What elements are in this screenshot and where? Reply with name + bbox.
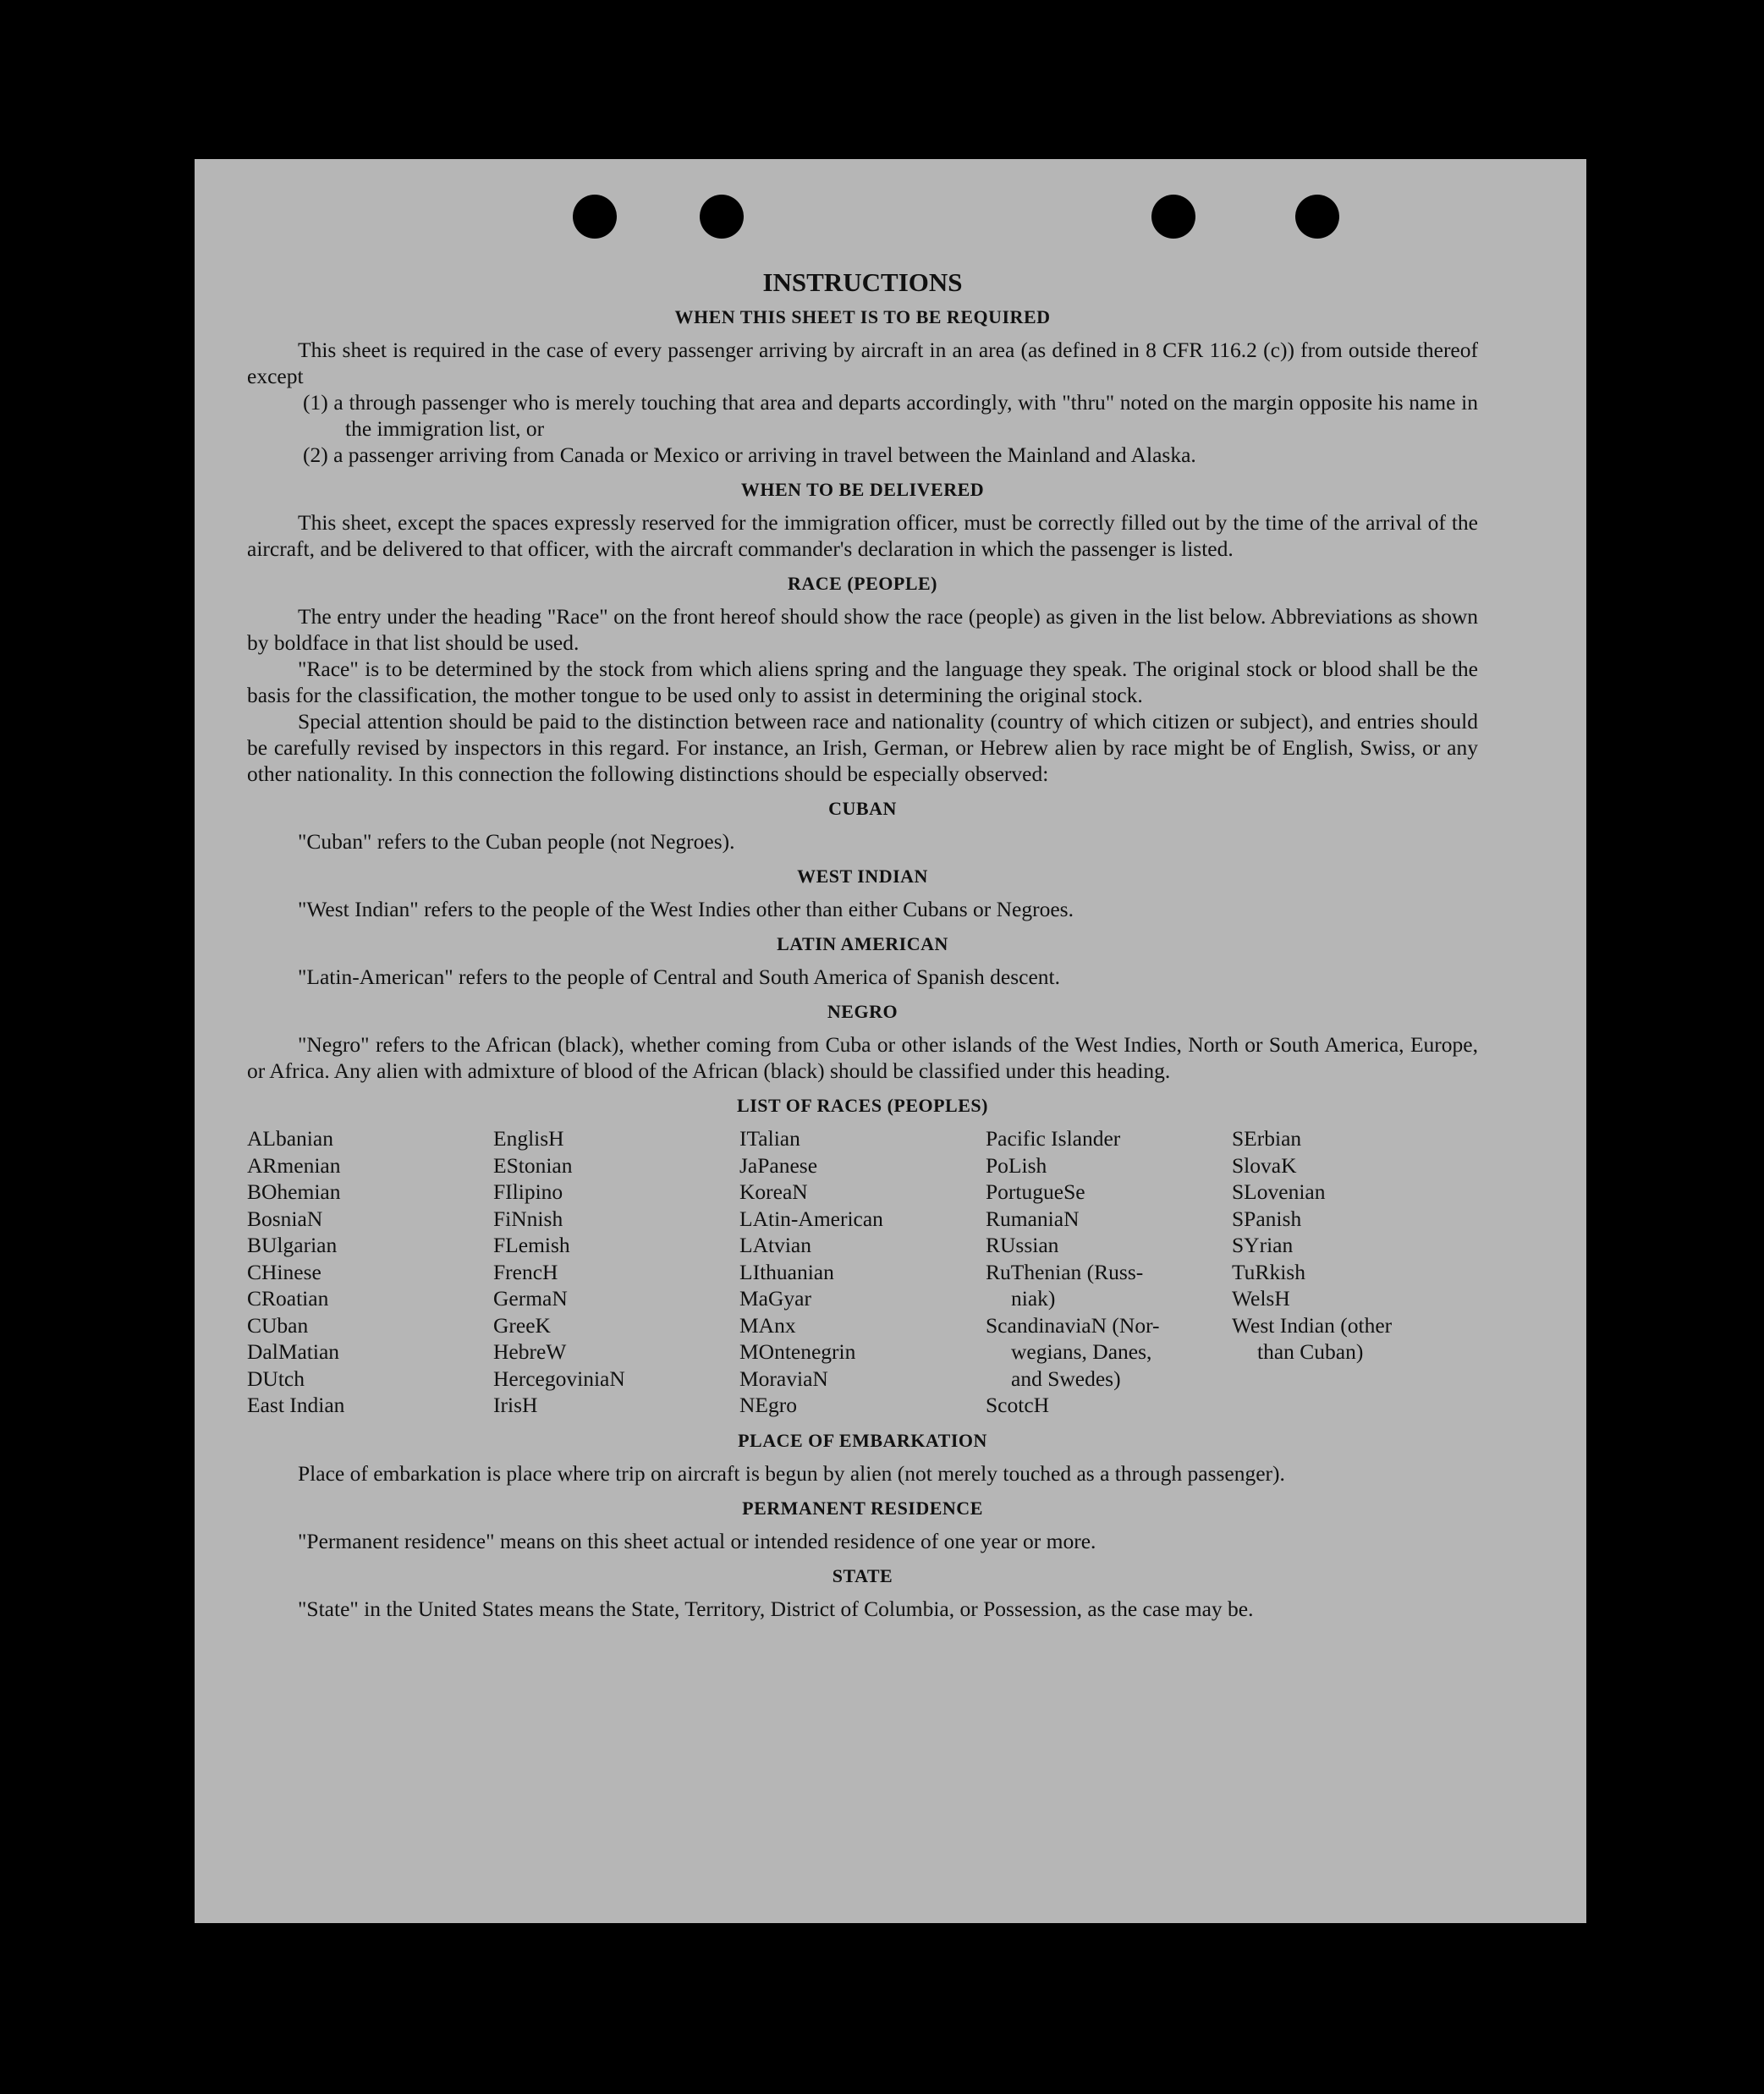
race-item: PortugueSe [986, 1179, 1085, 1204]
race-item: KoreaN [739, 1179, 808, 1204]
race-item: LAtin-American [739, 1206, 883, 1231]
heading-cuban: CUBAN [828, 798, 897, 819]
heading-west-indian: WEST INDIAN [797, 866, 928, 887]
heading-list-of-races: LIST OF RACES (PEOPLES) [737, 1095, 988, 1116]
race-item: SPanish [1232, 1206, 1302, 1231]
heading-residence: PERMANENT RESIDENCE [742, 1497, 983, 1519]
races-column [986, 1125, 1232, 1419]
paragraph: "State" in the United States means the State, Territory, District of Columbia, or Possession, as the case may be. [298, 1596, 1254, 1621]
race-item: FLemish [493, 1233, 570, 1257]
race-item: RumaniaN [986, 1206, 1080, 1231]
race-item: MOntenegrin [739, 1339, 856, 1364]
race-item: SLovenian [1232, 1179, 1326, 1204]
race-item: NEgro [739, 1393, 797, 1417]
race-item: SErbian [1232, 1126, 1302, 1151]
punch-hole [573, 195, 617, 239]
heading-negro: NEGRO [827, 1001, 898, 1022]
race-item: GreeK [493, 1312, 551, 1338]
list-item: (1) a through passenger who is merely touching that area and departs accordingly, with "thru" noted on the margin opposite his name in the immigration list, or [303, 390, 1478, 441]
race-item: FIlipino [493, 1179, 563, 1204]
race-item: FrencH [493, 1259, 558, 1284]
race-item: BUlgarian [247, 1233, 338, 1257]
race-item: LAtvian [739, 1233, 811, 1257]
race-item: MaGyar [739, 1286, 811, 1311]
race-item: MAnx [739, 1312, 796, 1338]
heading-latin-american: LATIN AMERICAN [777, 933, 948, 954]
heading-embarkation: PLACE OF EMBARKATION [738, 1429, 987, 1451]
races-column [739, 1125, 986, 1419]
list-item: (2) a passenger arriving from Canada or Mexico or arriving in travel between the Mainland and Alaska. [303, 442, 1196, 467]
paragraph: Special attention should be paid to the distinction between race and nationality (country of which citizen or subject), and entries should be carefully revised by inspectors in this regard. For instance, an Irish, German, or Hebrew alien by race might be of English, Swiss, or any other nationality. In this connection the following distinctions should be especially observed: [247, 709, 1478, 786]
race-item: BosniaN [247, 1206, 323, 1231]
race-item: IrisH [493, 1393, 538, 1417]
heading-required: WHEN THIS SHEET IS TO BE REQUIRED [674, 306, 1051, 327]
race-item: BOhemian [247, 1179, 341, 1204]
paragraph: "West Indian" refers to the people of the West Indies other than either Cubans or Negroes. [298, 897, 1074, 921]
paragraph: "Negro" refers to the African (black), whether coming from Cuba or other islands of the West Indies, North or South America, Europe, or Africa. Any alien with admixture of blood of the African (black) should be classified under this heading. [247, 1032, 1478, 1083]
race-item: CHinese [247, 1259, 321, 1284]
heading-race: RACE (PEOPLE) [788, 573, 937, 594]
race-item: RuThenian (Russ- [986, 1259, 1144, 1284]
paragraph: This sheet is required in the case of every passenger arriving by aircraft in an area (as defined in 8 CFR 116.2 (c)) from outside thereof except [247, 338, 1478, 388]
race-item: WelsH [1232, 1286, 1290, 1311]
race-item: GermaN [493, 1286, 568, 1311]
race-item: ScandinaviaN (Nor- [986, 1312, 1160, 1338]
race-item: DalMatian [247, 1339, 340, 1364]
paragraph: This sheet, except the spaces expressly reserved for the immigration officer, must be correctly filled out by the time of the arrival of the aircraft, and be delivered to that officer, with the aircraft commander's declaration in which the passenger is listed. [247, 510, 1478, 561]
paragraph: "Latin-American" refers to the people of Central and South America of Spanish descent. [298, 965, 1060, 989]
race-item: SYrian [1232, 1233, 1294, 1257]
race-item: wegians, Danes, [1011, 1339, 1152, 1364]
paragraph: "Race" is to be determined by the stock from which aliens spring and the language they speak. The original stock or blood shall be the basis for the classification, the mother tongue to be used only to assist in determining the original stock. [247, 657, 1478, 707]
punch-hole [1295, 195, 1339, 239]
races-column [1232, 1125, 1478, 1419]
race-item: MoraviaN [739, 1366, 828, 1391]
document-sheet [195, 159, 1586, 1923]
race-item: EStonian [493, 1152, 573, 1178]
race-item: ALbanian [247, 1126, 333, 1151]
races-table [247, 1125, 1478, 1419]
race-item: CUban [247, 1312, 309, 1338]
race-item: and Swedes) [1011, 1366, 1121, 1391]
race-item: niak) [1011, 1286, 1056, 1311]
race-item: LIthuanian [739, 1259, 834, 1284]
race-item: PoLish [986, 1152, 1047, 1178]
paragraph: The entry under the heading "Race" on the front hereof should show the race (people) as given in the list below. Abbreviations as shown by boldface in that list should be used. [247, 604, 1478, 655]
race-item: CRoatian [247, 1286, 329, 1311]
punch-hole [700, 195, 744, 239]
races-column [247, 1125, 493, 1419]
race-item: HebreW [493, 1339, 567, 1364]
paragraph: "Permanent residence" means on this sheet actual or intended residence of one year or more. [298, 1528, 1096, 1553]
race-item: HercegoviniaN [493, 1366, 625, 1391]
race-item: ScotcH [986, 1393, 1050, 1417]
race-item: SlovaK [1232, 1152, 1297, 1178]
race-item: ITalian [739, 1126, 800, 1151]
race-item: FiNnish [493, 1206, 563, 1231]
race-item: than Cuban) [1257, 1339, 1364, 1364]
race-item: ARmenian [247, 1152, 341, 1178]
paragraph: "Cuban" refers to the Cuban people (not Negroes). [298, 829, 735, 854]
races-column [493, 1125, 739, 1419]
heading-delivered: WHEN TO BE DELIVERED [740, 479, 985, 500]
race-item: RUssian [986, 1233, 1059, 1257]
race-item: TuRkish [1232, 1259, 1305, 1284]
paragraph: Place of embarkation is place where trip on aircraft is begun by alien (not merely touched as a through passenger). [298, 1460, 1285, 1486]
race-item: DUtch [247, 1366, 305, 1391]
race-item: East Indian [247, 1393, 345, 1417]
race-item: EnglisH [493, 1126, 564, 1151]
race-item: West Indian (other [1232, 1312, 1393, 1338]
page-title: INSTRUCTIONS [762, 267, 963, 297]
instructions-content [247, 269, 1478, 1622]
heading-state: STATE [832, 1564, 893, 1586]
race-item: Pacific Islander [986, 1126, 1121, 1151]
race-item: JaPanese [739, 1152, 818, 1178]
punch-hole [1151, 195, 1195, 239]
